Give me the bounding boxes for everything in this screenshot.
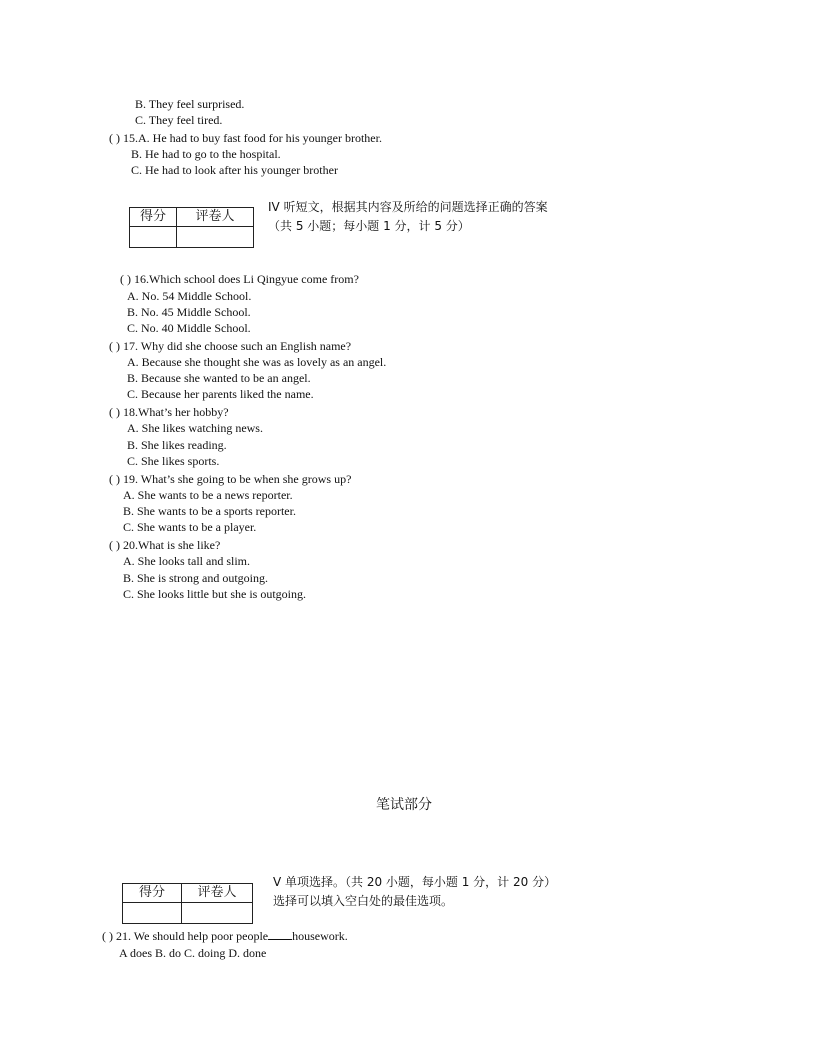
q20-stem: ( ) 20.What is she like? bbox=[109, 538, 221, 552]
q15-stem: ( ) 15.A. He had to buy fast food for his younger brother. bbox=[109, 131, 382, 145]
q19-option-b: B. She wants to be a sports reporter. bbox=[123, 504, 296, 518]
reviewer-cell bbox=[182, 903, 253, 924]
q20-option-b: B. She is strong and outgoing. bbox=[123, 571, 269, 585]
q16-option-b: B. No. 45 Middle School. bbox=[127, 305, 251, 319]
q21-blank bbox=[268, 929, 292, 940]
score-box-section4 bbox=[129, 207, 254, 248]
q15-option-b: B. He had to go to the hospital. bbox=[131, 147, 281, 161]
q17-stem: ( ) 17. Why did she choose such an English name? bbox=[109, 339, 352, 353]
q14-option-b: B. They feel surprised. bbox=[135, 97, 245, 111]
q18-option-b: B. She likes reading. bbox=[127, 438, 227, 452]
q16-stem: ( ) 16.Which school does Li Qingyue come from? bbox=[120, 272, 359, 286]
q18-option-c: C. She likes sports. bbox=[127, 454, 220, 468]
section5-title-line2: 选择可以填入空白处的最佳选项。 bbox=[273, 894, 454, 908]
section5-title-line1: V 单项选择。（共 20 小题，每小题 1 分，计 20 分） bbox=[273, 875, 557, 889]
q19-option-c: C. She wants to be a player. bbox=[123, 520, 257, 534]
q21-options: A does B. do C. doing D. done bbox=[119, 946, 267, 960]
q17-option-a: A. Because she thought she was as lovely as an angel. bbox=[127, 355, 387, 369]
q19-option-a: A. She wants to be a news reporter. bbox=[123, 488, 293, 502]
section4-title-line1: IV 听短文，根据其内容及所给的问题选择正确的答案 bbox=[268, 200, 548, 214]
score-box-section5 bbox=[122, 883, 253, 924]
score-label: 得分 bbox=[123, 884, 182, 903]
q21-stem-after: housework. bbox=[292, 929, 348, 943]
reviewer-label: 评卷人 bbox=[182, 884, 253, 903]
reviewer-label: 评卷人 bbox=[177, 208, 254, 227]
reviewer-cell bbox=[177, 227, 254, 248]
q21-stem bbox=[102, 929, 348, 943]
q15-option-c: C. He had to look after his younger brother bbox=[131, 163, 338, 177]
q20-option-c: C. She looks little but she is outgoing. bbox=[123, 587, 307, 601]
written-part-title: 笔试部分 bbox=[376, 797, 432, 813]
q16-option-a: A. No. 54 Middle School. bbox=[127, 289, 252, 303]
section4-title-line2: （共 5 小题；每小题 1 分，计 5 分） bbox=[268, 219, 470, 233]
q18-stem: ( ) 18.What’s her hobby? bbox=[109, 405, 229, 419]
score-cell bbox=[130, 227, 177, 248]
q14-option-c: C. They feel tired. bbox=[135, 113, 223, 127]
q17-option-b: B. Because she wanted to be an angel. bbox=[127, 371, 311, 385]
q20-option-a: A. She looks tall and slim. bbox=[123, 554, 250, 568]
q19-stem: ( ) 19. What’s she going to be when she grows up? bbox=[109, 472, 352, 486]
q16-option-c: C. No. 40 Middle School. bbox=[127, 321, 251, 335]
q17-option-c: C. Because her parents liked the name. bbox=[127, 387, 314, 401]
q18-option-a: A. She likes watching news. bbox=[127, 421, 263, 435]
score-cell bbox=[123, 903, 182, 924]
score-label: 得分 bbox=[130, 208, 177, 227]
q21-stem-before: ( ) 21. We should help poor people bbox=[102, 929, 269, 943]
